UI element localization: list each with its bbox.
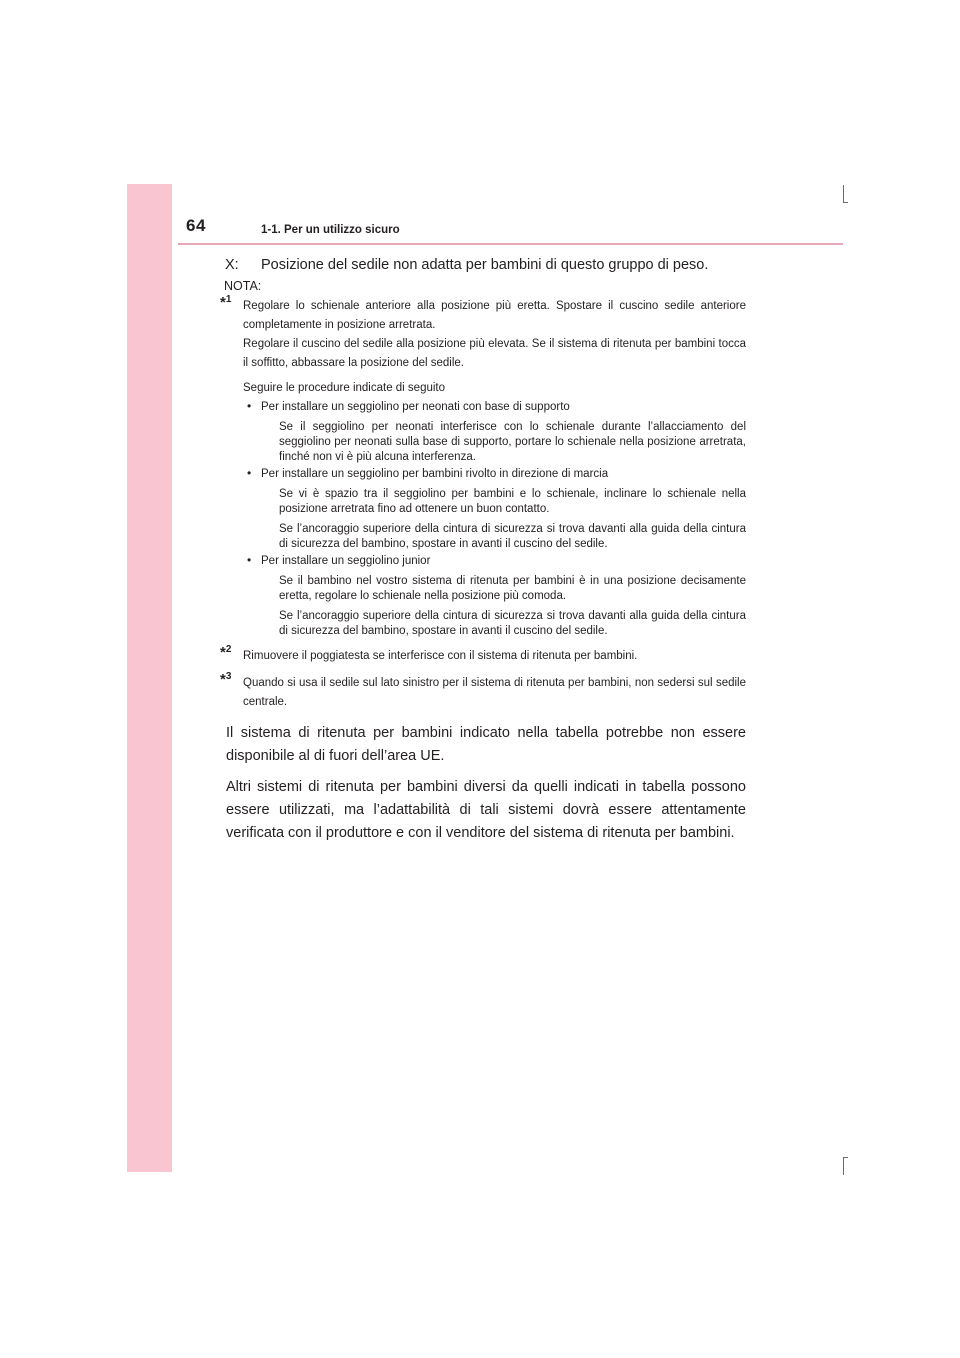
footnote-3-body: Quando si usa il sedile sul lato sinistro per il sistema di ritenuta per bambini, non sedersi sul sedile centrale. xyxy=(243,677,746,708)
footnote-3-marker xyxy=(220,670,231,691)
footnote-asterisk: * xyxy=(220,671,226,688)
footnote-1-para-3: Seguire le procedure indicate di seguito xyxy=(243,382,446,394)
bullet-paragraph: Se il seggiolino per neonati interferisce con lo schienale durante l’allacciamento del seggiolino per neonati sulla base di supporto, portare lo schienale nella posizione arretrata, finché non vi è più alcuna interferenza. xyxy=(279,421,746,463)
bullet-item xyxy=(243,399,746,465)
bullet-title: Per installare un seggiolino per bambini rivolto in direzione di marcia xyxy=(261,468,609,480)
footnote-number: 1 xyxy=(225,294,232,305)
bullet-paragraph: Se vi è spazio tra il seggiolino per bambini e lo schienale, inclinare lo schienale nella posizione arretrata fino ad ottenere un buon contatto. xyxy=(279,488,746,515)
body-paragraph-1: Il sistema di ritenuta per bambini indicato nella tabella potrebbe non essere disponibile al di fuori dell’area UE. xyxy=(226,725,746,764)
bullet-paragraph: Se il bambino nel vostro sistema di ritenuta per bambini è in una posizione decisamente eretta, regolare lo schienale nella posizione più comoda. xyxy=(279,575,746,602)
footnote-2-body: Rimuovere il poggiatesta se interferisce con il sistema di ritenuta per bambini. xyxy=(243,650,638,662)
bullet-dot: • xyxy=(247,466,252,480)
crop-mark-top xyxy=(843,185,844,203)
footnote-asterisk: * xyxy=(220,294,226,311)
legend-text: Posizione del sedile non adatta per bambini di questo gruppo di peso. xyxy=(261,257,709,273)
body-paragraph-2: Altri sistemi di ritenuta per bambini diversi da quelli indicati in tabella possono essere utilizzati, ma l’adattabilità di tali sistemi dovrà essere attentamente verificata con il produttore e con il venditore del sistema di ritenuta per bambini. xyxy=(226,779,746,841)
legend-x xyxy=(200,254,746,276)
footnote-2 xyxy=(200,644,746,666)
pink-sidebar-tab xyxy=(127,184,172,1172)
footnote-1-para-2: Regolare il cuscino del sedile alla posizione più elevata. Se il sistema di ritenuta per bambini tocca il soffitto, abbassare la posizione del sedile. xyxy=(243,338,746,369)
header-divider xyxy=(178,243,843,245)
bullet-title: Per installare un seggiolino junior xyxy=(261,555,431,567)
crop-mark-bottom-tick xyxy=(843,1157,848,1158)
bullet-dot: • xyxy=(247,399,252,413)
crop-mark-bottom xyxy=(843,1157,844,1175)
footnote-asterisk: * xyxy=(220,644,226,661)
bullet-paragraph: Se l’ancoraggio superiore della cintura di sicurezza si trova davanti alla guida della cintura di sicurezza del bambino, spostare in avanti il cuscino del sedile. xyxy=(279,523,746,550)
footnote-1-marker xyxy=(220,293,231,314)
page-content xyxy=(200,254,746,845)
bullet-title: Per installare un seggiolino per neonati con base di supporto xyxy=(261,401,570,413)
footnote-number: 3 xyxy=(225,671,232,682)
page-number: 64 xyxy=(186,216,206,235)
bullet-dot: • xyxy=(247,553,252,567)
legend-key: X: xyxy=(225,257,239,273)
footnote-number: 2 xyxy=(225,644,232,655)
bullet-item xyxy=(243,466,746,552)
bullet-paragraph: Se l’ancoraggio superiore della cintura di sicurezza si trova davanti alla guida della cintura di sicurezza del bambino, spostare in avanti il cuscino del sedile. xyxy=(279,610,746,637)
footnote-1-para-1: Regolare lo schienale anteriore alla posizione più eretta. Spostare il cuscino sedile anteriore completamente in posizione arretrata. xyxy=(243,300,746,331)
section-title: 1-1. Per un utilizzo sicuro xyxy=(261,224,400,236)
footnote-3 xyxy=(200,671,746,712)
bullet-item xyxy=(243,553,746,639)
nota-label: NOTA: xyxy=(224,279,262,293)
crop-mark-top-tick xyxy=(843,202,848,203)
footnote-2-marker xyxy=(220,643,231,664)
footnote-1-body xyxy=(200,297,746,639)
footnote-1 xyxy=(200,294,746,639)
